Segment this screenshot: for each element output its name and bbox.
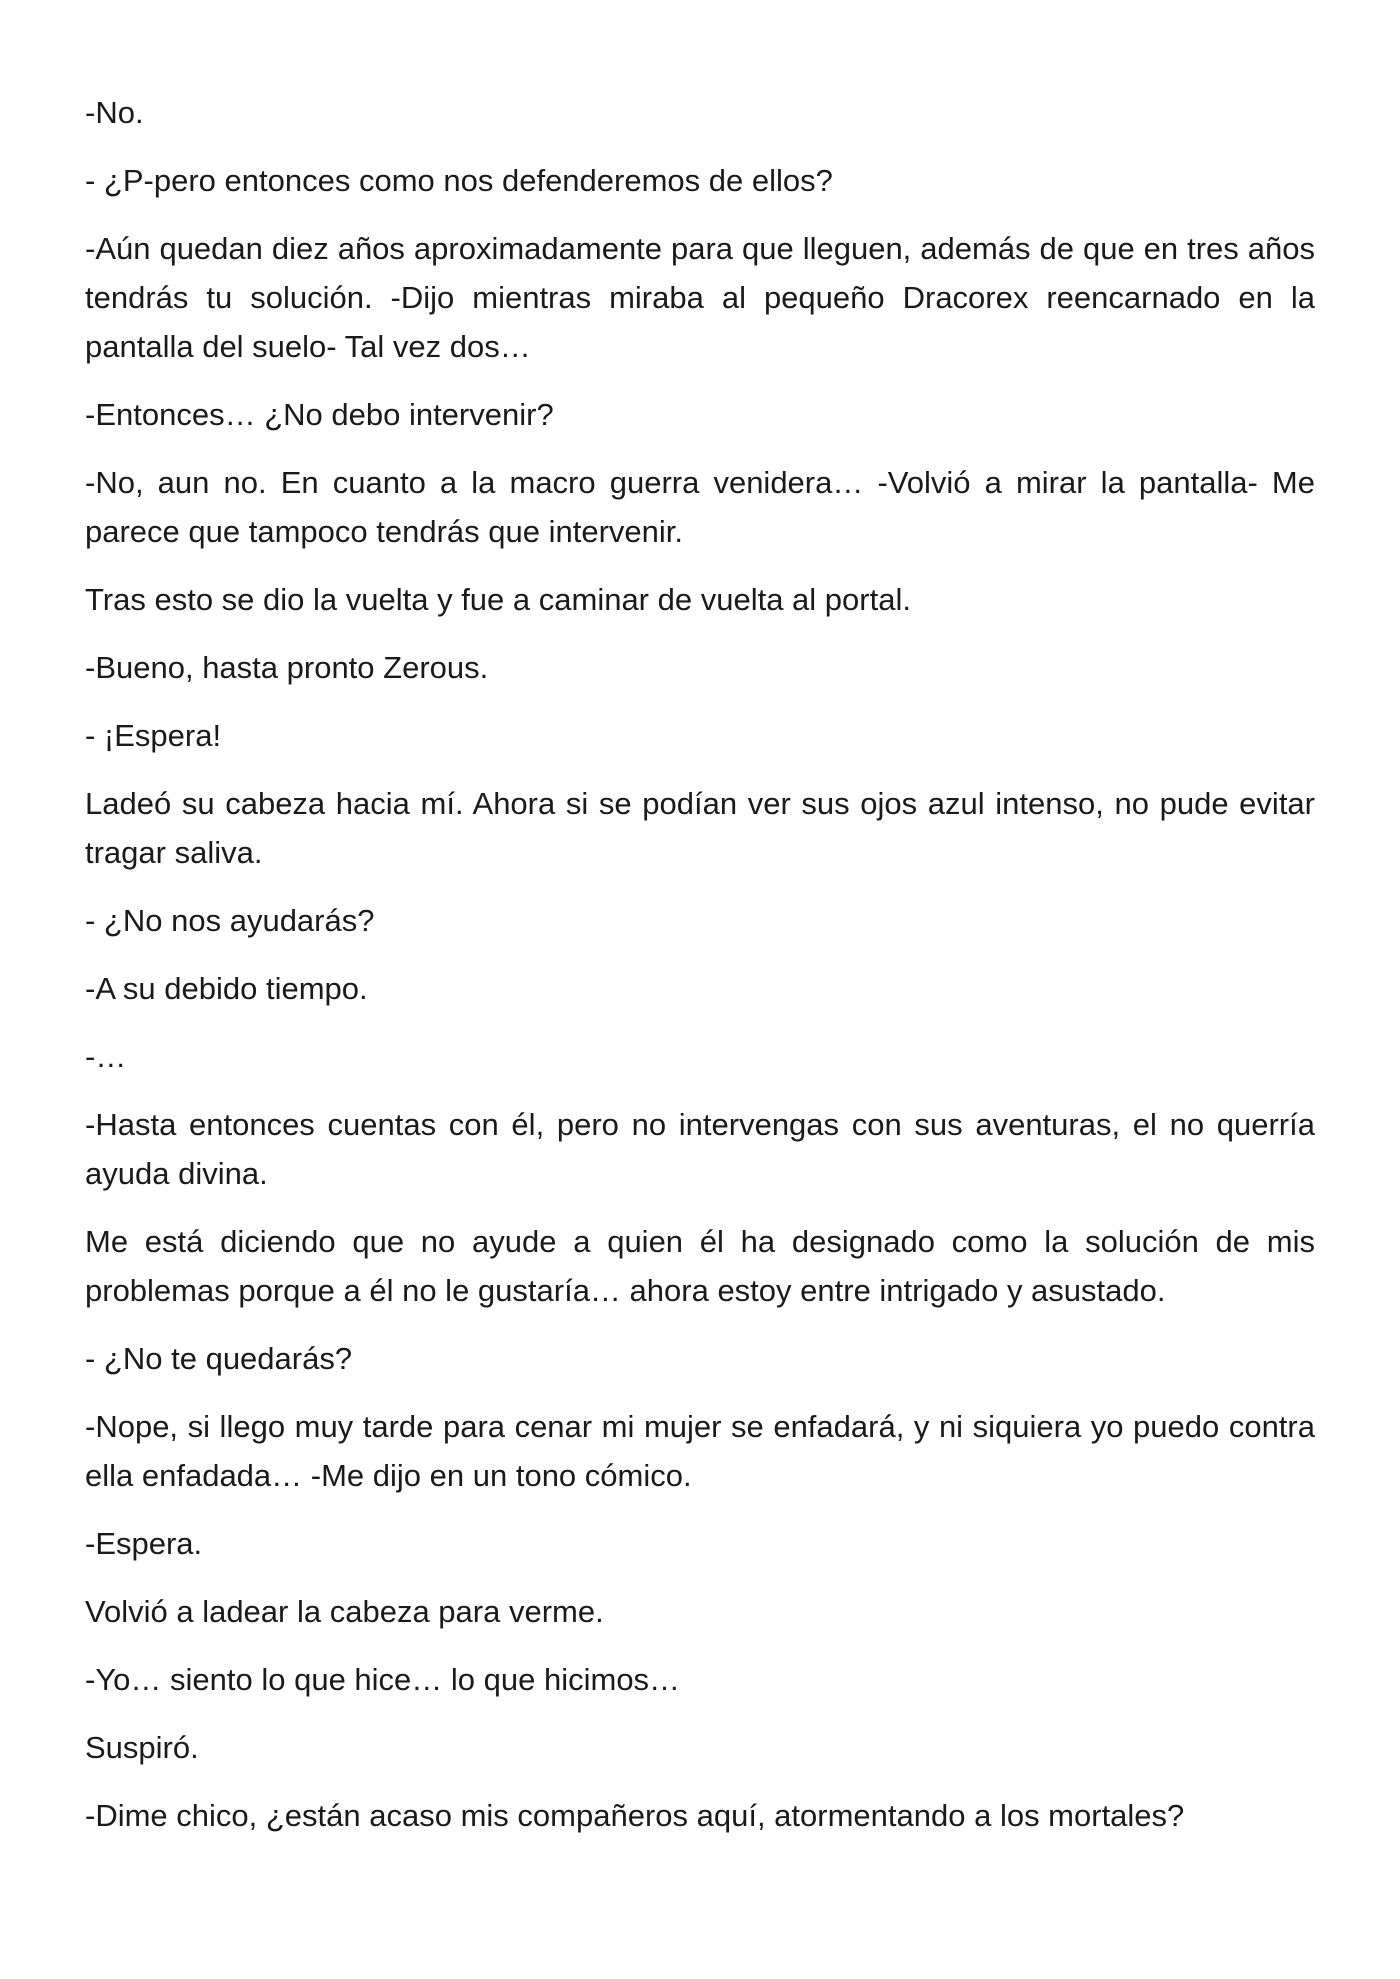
paragraph: -Dime chico, ¿están acaso mis compañeros aquí, atormentando a los mortales? [85,1798,1185,1833]
paragraph: -No, aun no. En cuanto a la macro guerra venidera… -Volvió a mirar la pantalla- Me parece que tampoco tendrás que intervenir. [85,465,1315,549]
paragraph: - ¿No te quedarás? [85,1341,353,1376]
paragraph: -Nope, si llego muy tarde para cenar mi mujer se enfadará, y ni siquiera yo puedo contra ella enfadada… -Me dijo en un tono cómico. [85,1409,1315,1493]
paragraph: -Hasta entonces cuentas con él, pero no intervengas con sus aventuras, el no querría ayuda divina. [85,1107,1315,1191]
paragraph: -Aún quedan diez años aproximadamente para que lleguen, además de que en tres años tendrás tu solución. -Dijo mientras miraba al pequeño Dracorex reencarnado en la pantalla del suelo- Tal vez dos… [85,231,1315,364]
paragraph: - ¿P-pero entonces como nos defenderemos de ellos? [85,163,833,198]
paragraph: -Entonces… ¿No debo intervenir? [85,397,554,432]
paragraph: -… [85,1039,127,1074]
paragraph: -Espera. [85,1526,203,1561]
paragraph: Tras esto se dio la vuelta y fue a caminar de vuelta al portal. [85,582,911,617]
paragraph: Me está diciendo que no ayude a quien él ha designado como la solución de mis problemas porque a él no le gustaría… ahora estoy entre intrigado y asustado. [85,1224,1315,1308]
paragraph: -A su debido tiempo. [85,971,368,1006]
paragraph: Suspiró. [85,1730,199,1765]
paragraph: -Yo… siento lo que hice… lo que hicimos… [85,1662,681,1697]
paragraph: - ¿No nos ayudarás? [85,903,375,938]
paragraph: -Bueno, hasta pronto Zerous. [85,650,489,685]
paragraph: Ladeó su cabeza hacia mí. Ahora si se podían ver sus ojos azul intenso, no pude evitar tragar saliva. [85,786,1315,870]
document-body [85,88,1315,1859]
paragraph: - ¡Espera! [85,718,222,753]
paragraph: Volvió a ladear la cabeza para verme. [85,1594,604,1629]
paragraph: -No. [85,95,144,130]
